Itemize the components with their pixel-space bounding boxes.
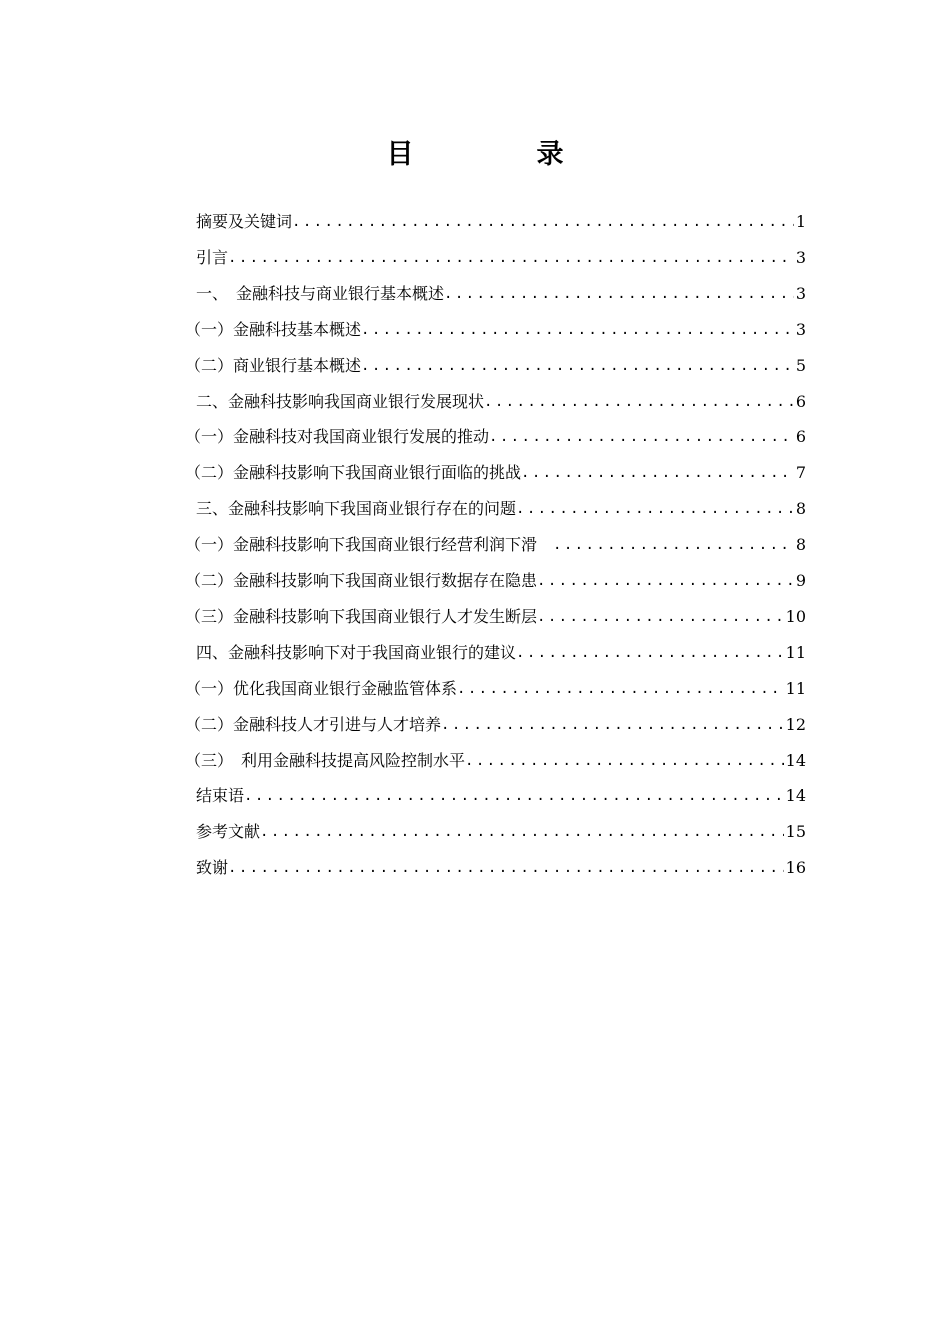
toc-leader-dots: [516, 635, 784, 671]
toc-entry[interactable]: [185, 563, 806, 599]
toc-leader-dots: [465, 743, 784, 779]
toc-entry-page: 1: [795, 212, 806, 231]
toc-entry-page: 3: [795, 283, 806, 303]
toc-leader-dots: [441, 707, 784, 743]
toc-entry-label: 四、金融科技影响下对于我国商业银行的建议: [196, 642, 517, 662]
toc-leader-dots: [537, 599, 784, 635]
toc-leader-dots: [516, 491, 794, 527]
toc-entry-label: 参考文献: [196, 822, 261, 842]
toc-entry[interactable]: [196, 204, 806, 240]
toc-leader-dots: [553, 527, 794, 563]
toc-entry-label: （一）优化我国商业银行金融监管体系: [185, 678, 458, 698]
toc-entry-label: 致谢: [196, 858, 229, 878]
toc-leader-dots: [457, 671, 784, 707]
toc-entry-label: （一）金融科技影响下我国商业银行经营利润下滑: [185, 535, 554, 555]
toc-leader-dots: [228, 850, 784, 886]
toc-entry-page: 12: [785, 714, 806, 734]
toc-entry-label: （二）金融科技人才引进与人才培养: [185, 714, 442, 734]
toc-entry[interactable]: [196, 240, 806, 276]
toc-entry-label: （二）商业银行基本概述: [185, 355, 362, 375]
toc-entry[interactable]: [185, 419, 806, 455]
toc-entry[interactable]: [185, 348, 806, 384]
toc-entry-page: 6: [795, 391, 806, 411]
toc-entry-label: （一）金融科技对我国商业银行发展的推动: [185, 427, 490, 447]
toc-entry-page: 16: [785, 858, 806, 878]
toc-entry[interactable]: [196, 384, 806, 420]
toc-entry-page: 14: [785, 786, 806, 806]
toc-leader-dots: [292, 204, 794, 240]
toc-entry[interactable]: [196, 635, 806, 671]
page-title: 目 录: [386, 139, 612, 170]
toc-entry[interactable]: [196, 491, 806, 527]
toc-entry-page: 14: [785, 750, 806, 770]
toc-entry[interactable]: [185, 743, 806, 779]
toc-entry-page: 9: [795, 571, 806, 590]
toc-entry[interactable]: [196, 276, 806, 312]
toc-leader-dots: [228, 240, 794, 276]
toc-entry-label: 结束语: [196, 786, 245, 806]
toc-entry-page: 10: [785, 606, 806, 626]
toc-entry-label: （三） 利用金融科技提高风险控制水平: [185, 750, 466, 770]
toc-entry-label: 一、 金融科技与商业银行基本概述: [196, 283, 445, 303]
toc-entry-label: 二、金融科技影响我国商业银行发展现状: [196, 391, 485, 411]
toc-entry-label: （二）金融科技影响下我国商业银行面临的挑战: [185, 463, 522, 483]
toc-leader-dots: [361, 312, 794, 348]
toc-entry[interactable]: [185, 671, 806, 707]
toc-entry-page: 6: [795, 427, 806, 447]
toc-entry[interactable]: [185, 599, 806, 635]
toc-entry-page: 11: [785, 642, 806, 662]
toc-entry-page: 8: [795, 499, 806, 519]
toc-entry[interactable]: [196, 814, 806, 850]
toc-entry[interactable]: [185, 455, 806, 491]
toc-entry-label: 摘要及关键词: [196, 212, 293, 231]
toc-entry-page: 5: [795, 355, 806, 375]
toc-leader-dots: [361, 348, 794, 384]
toc-entry-page: 15: [785, 822, 806, 842]
toc-entry-page: 11: [785, 678, 806, 698]
toc-entry-page: 3: [795, 319, 806, 339]
toc-entry-page: 7: [795, 463, 806, 483]
toc-leader-dots: [521, 455, 794, 491]
toc-entry-label: （二）金融科技影响下我国商业银行数据存在隐患: [185, 571, 538, 590]
toc-entry-page: 3: [795, 247, 806, 267]
toc-entry-page: 8: [795, 535, 806, 555]
toc-entry[interactable]: [185, 707, 806, 743]
toc-entry[interactable]: [185, 312, 806, 348]
toc-leader-dots: [537, 563, 794, 599]
toc-entry[interactable]: [196, 850, 806, 886]
toc-leader-dots: [260, 814, 784, 850]
toc-leader-dots: [444, 276, 794, 312]
toc-leader-dots: [484, 384, 794, 420]
toc-entry[interactable]: [196, 778, 806, 814]
toc-entry-label: （一）金融科技基本概述: [185, 319, 362, 339]
toc-entry-label: 三、金融科技影响下我国商业银行存在的问题: [196, 499, 517, 519]
toc-leader-dots: [244, 778, 784, 814]
toc-entry-label: 引言: [196, 247, 229, 267]
toc-leader-dots: [489, 419, 794, 455]
toc-entry-label: （三）金融科技影响下我国商业银行人才发生断层: [185, 606, 538, 626]
toc-entry[interactable]: [185, 527, 806, 563]
